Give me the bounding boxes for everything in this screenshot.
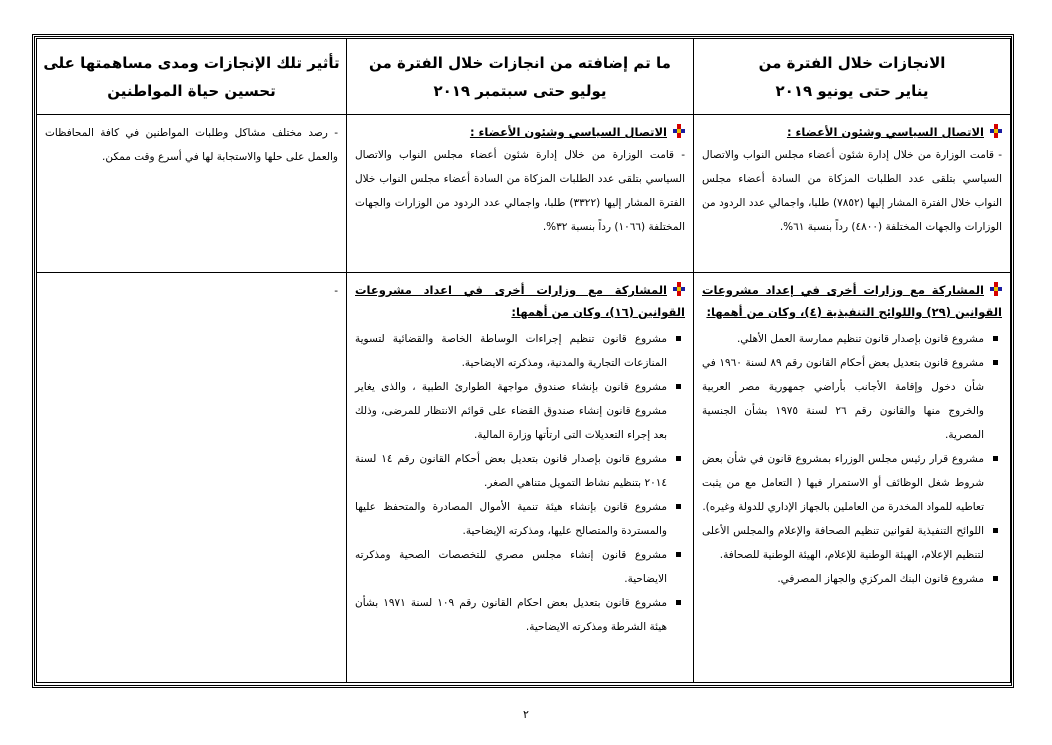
row-1-col-1 — [694, 115, 1011, 273]
list-item: مشروع قانون البنك المركزي والجهاز المصرفي. — [702, 567, 1002, 591]
law-list — [702, 327, 1002, 591]
bullet-flag-icon — [990, 124, 1002, 138]
header-col-3 — [37, 39, 347, 115]
row-1-col-2 — [347, 115, 694, 273]
list-item: مشروع قانون بإصدار قانون تنظيم ممارسة العمل الأهلي. — [702, 327, 1002, 351]
header-col-3-line-2: تحسين حياة المواطنين — [107, 81, 276, 100]
header-col-2-line-2: يوليو حتى سبتمبر ٢٠١٩ — [433, 81, 607, 100]
section-title: المشاركة مع وزارات أخرى في إعداد مشروعات القوانين (٢٩) واللوائح التنفيذية (٤)، وكان من أهمها: — [702, 283, 1002, 319]
section-text: - قامت الوزارة من خلال إدارة شئون أعضاء مجلس النواب والاتصال السياسي بتلقى عدد الطلبات المزكاة من السادة أعضاء مجلس النواب خلال الفترة المشار إليها (٣٣٢٢) طلبا، واجمالي عدد الردود من الوزارات والجهات المختلفة (١٠٦٦) رداً بنسبة ٣٢%. — [355, 149, 685, 233]
bullet-flag-icon — [673, 282, 685, 296]
table-header-row — [37, 39, 1011, 115]
bullet-flag-icon — [673, 124, 685, 138]
row-2-col-1 — [694, 273, 1011, 683]
row-2-col-2 — [347, 273, 694, 683]
impact-text: - رصد مختلف مشاكل وطلبات المواطنين في كافة المحافظات والعمل على حلها والاستجابة لها في أسرع وقت ممكن. — [45, 127, 338, 163]
header-col-1-line-1: الانجازات خلال الفترة من — [758, 53, 946, 72]
header-col-1-line-2: يناير حتى يونيو ٢٠١٩ — [775, 81, 929, 100]
header-col-2 — [347, 39, 694, 115]
list-item: مشروع قانون إنشاء مجلس مصري للتخصصات الصحية ومذكرته الايضاحية. — [355, 543, 685, 591]
row-1-col-3 — [37, 115, 347, 273]
table-row — [37, 273, 1011, 683]
impact-text: - — [334, 285, 338, 297]
section-text: - قامت الوزارة من خلال إدارة شئون أعضاء مجلس النواب والاتصال السياسي بتلقى عدد الطلبات المزكاة من السادة أعضاء مجلس النواب خلال الفترة المشار إليها (٧٨٥٢) طلبا، واجمالي عدد الردود من الوزارات والجهات المختلفة (٤٨٠٠) رداً بنسبة ٦١%. — [702, 149, 1002, 233]
list-item: مشروع قانون بتعديل بعض أحكام القانون رقم ٨٩ لسنة ١٩٦٠ في شأن دخول وإقامة الأجانب بأراضي جمهورية مصر العربية والخروج منها والقانون رقم ٢٦ لسنة ١٩٧٥ بشأن الجنسية المصرية. — [702, 351, 1002, 447]
list-item: مشروع قانون بإصدار قانون بتعديل بعض أحكام القانون رقم ١٤ لسنة ٢٠١٤ بتنظيم نشاط التمويل متناهي الصغر. — [355, 447, 685, 495]
section-title: الاتصال السياسي وشئون الأعضاء : — [355, 121, 685, 143]
law-list — [355, 327, 685, 639]
header-col-2-line-1: ما تم إضافته من انجازات خلال الفترة من — [369, 53, 671, 72]
list-item: مشروع قانون بإنشاء صندوق مواجهة الطوارئ الطبية ، والذى يغاير مشروع قانون إنشاء صندوق القضاء على قوائم الانتظار للمرضى، وذلك بعد إجراء التعديلات التى ارتأتها وزارة المالية. — [355, 375, 685, 447]
section-title: المشاركة مع وزارات أخرى في اعداد مشروعات القوانين (١٦)، وكان من أهمها: — [355, 283, 685, 319]
list-item: مشروع قانون تنظيم إجراءات الوساطة الخاصة والقضائية لتسوية المنازعات التجارية والمدنية، ومذكرته الايضاحية. — [355, 327, 685, 375]
section-title: الاتصال السياسي وشئون الأعضاء : — [702, 121, 1002, 143]
table-row — [37, 115, 1011, 273]
list-item: اللوائح التنفيذية لقوانين تنظيم الصحافة والإعلام والمجلس الأعلى لتنظيم الإعلام، الهيئة الوطنية للإعلام، الهيئة الوطنية للصحافة. — [702, 519, 1002, 567]
bullet-flag-icon — [990, 282, 1002, 296]
header-col-1 — [694, 39, 1011, 115]
page-number: ٢ — [523, 708, 529, 721]
list-item: مشروع قانون بتعديل بعض احكام القانون رقم ١٠٩ لسنة ١٩٧١ بشأن هيئة الشرطة ومذكرته الايضاحية. — [355, 591, 685, 639]
list-item: مشروع قانون بإنشاء هيئة تنمية الأموال المصادرة والمتحفظ عليها والمستردة والمتصالح عليها، ومذكرته الإيضاحية. — [355, 495, 685, 543]
header-col-3-line-1: تأثير تلك الإنجازات ومدى مساهمتها على — [43, 53, 340, 72]
list-item: مشروع قرار رئيس مجلس الوزراء بمشروع قانون في شأن بعض شروط شغل الوظائف أو الاستمرار فيها ( التعامل مع من يثبت تعاطيه للمواد المخدرة من العاملين بالجهاز الإداري للدولة وغيره). — [702, 447, 1002, 519]
achievements-table — [36, 38, 1011, 683]
row-2-col-3 — [37, 273, 347, 683]
